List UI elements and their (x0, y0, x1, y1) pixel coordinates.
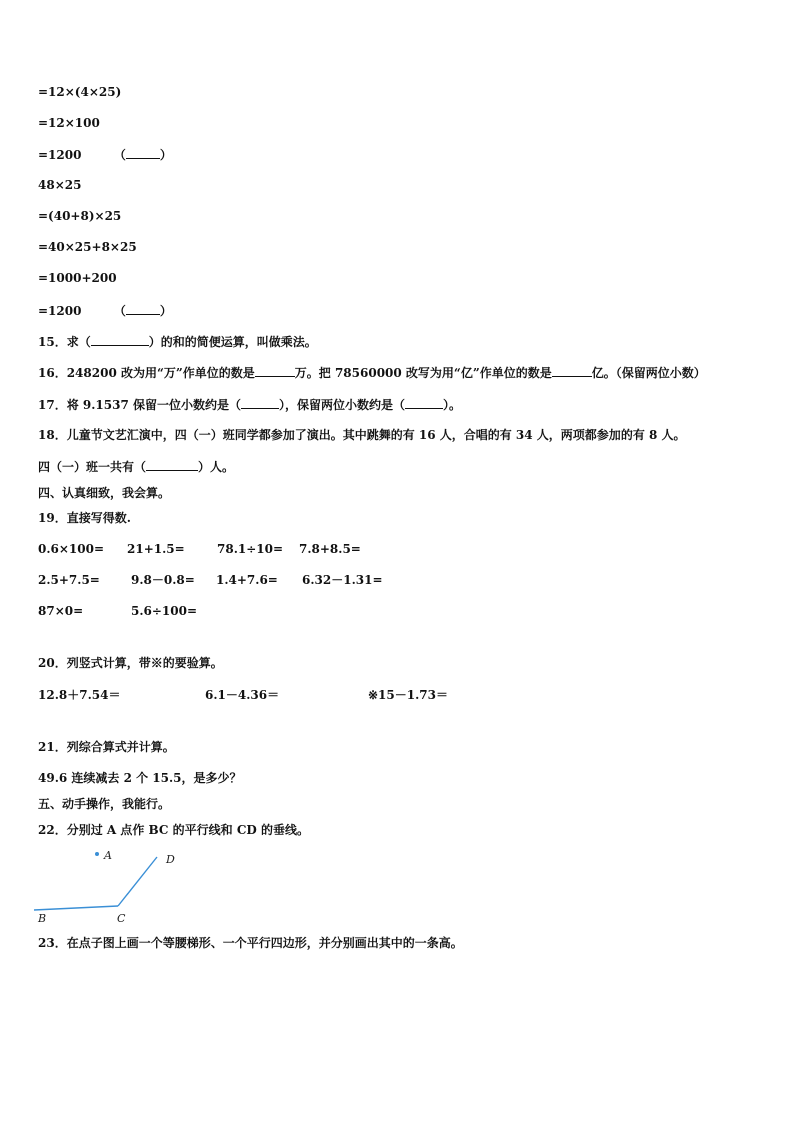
q19-item: 87×0= (38, 604, 84, 618)
q17-text-a: 17．将 9.1537 保留一位小数约是（ (38, 398, 241, 412)
geometry-figure (30, 845, 200, 925)
question-18-line-1: 18．儿童节文艺汇演中，四（一）班同学都参加了演出。其中跳舞的有 16 人，合唱的有 34 人，两项都参加的有 8 人。 (38, 428, 686, 442)
q19-item: 9.8－0.8= (131, 573, 195, 587)
answer-blank[interactable] (146, 458, 198, 471)
q16-text-c: 亿。（保留两位小数） (591, 366, 706, 380)
q16-text-a: 16．248200 改为用“万”作单位的数是 (38, 366, 255, 380)
calc-line-7: =1000+200 (38, 271, 117, 285)
calc-line-8-expr: =1200 (38, 304, 82, 318)
point-a (95, 852, 99, 856)
question-19-title: 19．直接写得数. (38, 511, 131, 525)
q19-item: 5.6÷100= (131, 604, 198, 618)
q19-item: 6.32－1.31= (302, 573, 383, 587)
q19-item: 1.4+7.6= (216, 573, 278, 587)
calc-line-5: =(40+8)×25 (38, 209, 122, 223)
section-5-heading: 五、动手操作，我能行。 (38, 797, 171, 811)
answer-blank[interactable] (255, 364, 295, 377)
answer-blank[interactable] (405, 396, 443, 409)
question-21-title: 21．列综合算式并计算。 (38, 740, 175, 754)
q19-item: 2.5+7.5= (38, 573, 100, 587)
q17-text-b: ），保留两位小数约是（ (278, 398, 405, 412)
q20-item: 6.1－4.36＝ (205, 688, 280, 702)
paren-close: ） (159, 304, 172, 318)
q19-item: 0.6×100= (38, 542, 105, 556)
calc-line-6: =40×25+8×25 (38, 240, 137, 254)
question-16 (38, 364, 706, 381)
q20-item: ※15－1.73＝ (368, 688, 448, 702)
label-c: C (117, 912, 126, 925)
paren-open: （ (113, 148, 126, 162)
q19-item: 21+1.5= (127, 542, 185, 556)
section-4-heading: 四、认真细致，我会算。 (38, 486, 171, 500)
segment-cd (118, 857, 157, 906)
answer-blank[interactable] (126, 146, 160, 159)
calc-line-4: 48×25 (38, 178, 82, 192)
label-a: A (104, 849, 112, 862)
q18-text-a: 四（一）班一共有（ (38, 460, 147, 474)
q15-text-a: 15．求（ (38, 335, 91, 349)
question-21-text: 49.6 连续减去 2 个 15.5，是多少？ (38, 771, 242, 785)
answer-blank[interactable] (91, 333, 149, 346)
question-18-line-2 (38, 458, 234, 475)
question-15 (38, 333, 317, 350)
question-23: 23．在点子图上画一个等腰梯形、一个平行四边形，并分别画出其中的一条高。 (38, 936, 463, 950)
q20-item: 12.8＋7.54＝ (38, 688, 121, 702)
q18-text-b: ）人。 (198, 460, 235, 474)
question-20-title: 20．列竖式计算，带※的要验算。 (38, 656, 223, 670)
label-b: B (38, 912, 47, 925)
paren-open: （ (113, 304, 126, 318)
q15-text-b: ）的和的简便运算，叫做乘法。 (148, 335, 317, 349)
calc-line-3-expr: =1200 (38, 148, 82, 162)
question-22-title: 22．分别过 A 点作 BC 的平行线和 CD 的垂线。 (38, 823, 309, 837)
segment-bc (34, 906, 118, 910)
calc-line-8 (38, 302, 172, 319)
answer-blank[interactable] (126, 302, 160, 315)
q16-text-b: 万。把 78560000 改写为用“亿”作单位的数是 (294, 366, 552, 380)
answer-blank[interactable] (241, 396, 279, 409)
question-17 (38, 396, 461, 413)
calc-line-1: =12×(4×25) (38, 85, 122, 99)
answer-blank[interactable] (552, 364, 592, 377)
calc-line-2: =12×100 (38, 116, 100, 130)
calc-line-3 (38, 146, 172, 163)
q17-text-c: ）。 (443, 398, 462, 412)
label-d: D (166, 853, 175, 866)
paren-close: ） (159, 148, 172, 162)
q19-item: 7.8+8.5= (299, 542, 361, 556)
q19-item: 78.1÷10= (217, 542, 284, 556)
